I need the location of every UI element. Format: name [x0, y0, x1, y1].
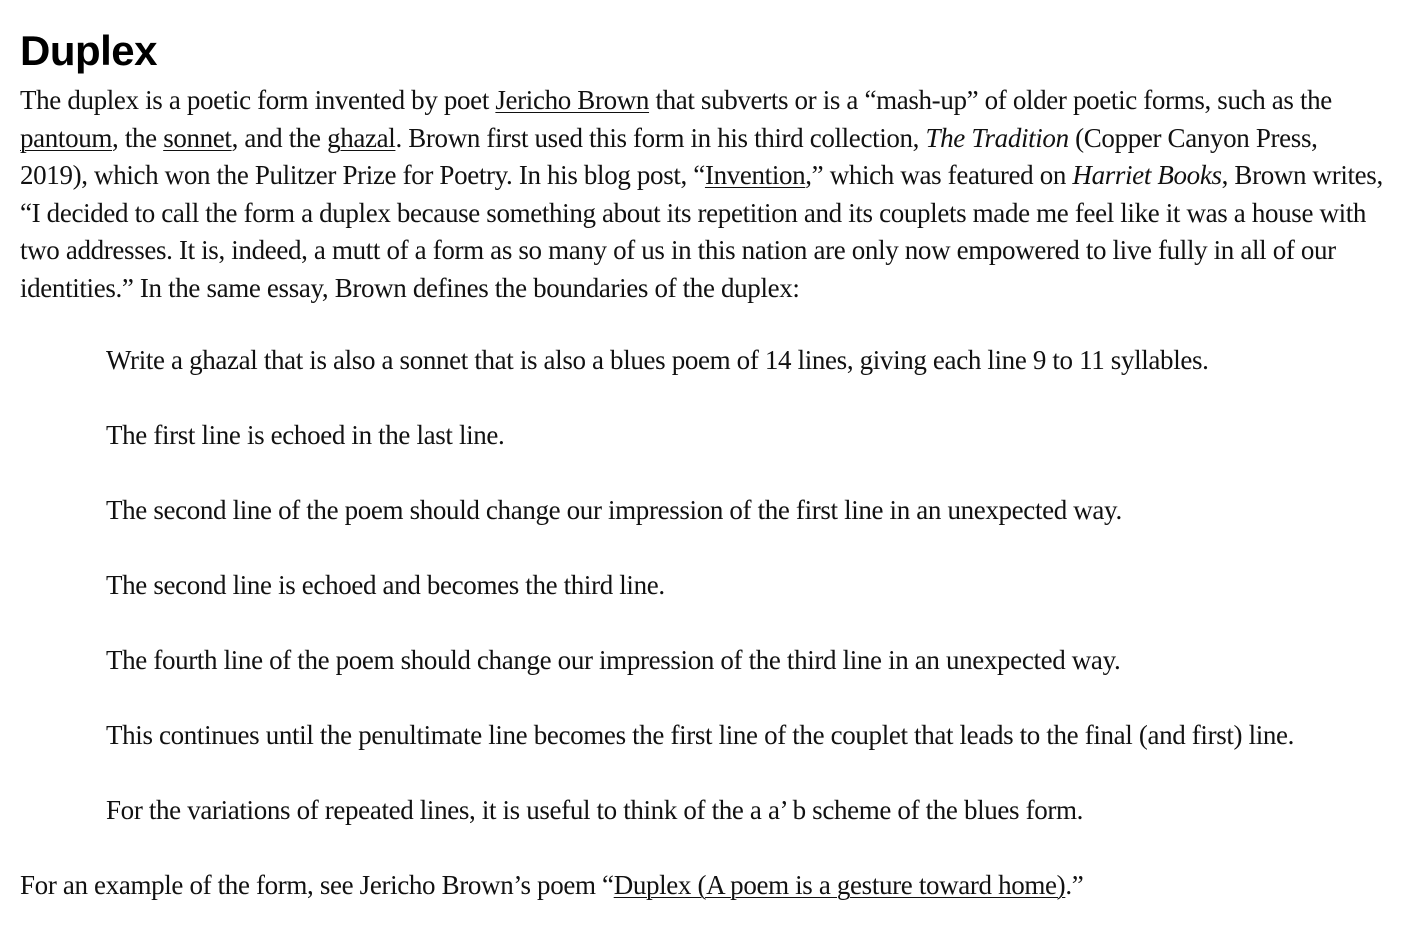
rules-blockquote	[106, 342, 1388, 829]
intro-text: (Copper Canyon Press, 2019), which won the Pulitzer Prize for Poetry. In his blog post, “	[20, 122, 1318, 190]
intro-text: ,” which was featured on	[805, 160, 1073, 190]
sonnet-link[interactable]: sonnet	[163, 122, 232, 153]
page-title: Duplex	[20, 27, 158, 74]
pantoum-link[interactable]: pantoum	[20, 122, 113, 153]
site-title: Harriet Books	[1072, 160, 1222, 190]
example-text: For an example of the form, see Jericho Brown’s poem “	[20, 870, 614, 900]
example-paragraph	[20, 867, 1388, 904]
invention-link[interactable]: Invention	[704, 160, 806, 190]
jericho-brown-link[interactable]: Jericho Brown	[495, 85, 650, 115]
rule-line: For the variations of repeated lines, it is useful to think of the a a’ b scheme of the blues form.	[106, 795, 1084, 825]
rule-line: The second line of the poem should change our impression of the first line in an unexpected way.	[106, 495, 1122, 525]
rule-line: Write a ghazal that is also a sonnet that is also a blues poem of 14 lines, giving each line 9 to 11 syllables.	[106, 345, 1209, 375]
rule-line: The first line is echoed in the last line.	[106, 420, 505, 450]
intro-paragraph	[20, 82, 1388, 307]
intro-text: The duplex is a poetic form invented by poet	[20, 85, 496, 115]
example-text: .”	[1065, 870, 1084, 900]
intro-text: , Brown writes, “I decided to call the form a duplex because something about its repetition and its couplets made me feel like it was a house with two addresses. It is, indeed, a mutt of a form as so many of us in this nation are only now empowered to live fully in all of our identities.” In the same essay, Brown defines the boundaries of the duplex:	[20, 160, 1383, 303]
rule-line: The second line is echoed and becomes the third line.	[106, 570, 665, 600]
intro-text: , and the	[231, 122, 328, 153]
duplex-poem-link[interactable]: Duplex (A poem is a gesture toward home)	[613, 870, 1066, 900]
intro-text: . Brown first used this form in his third collection,	[395, 122, 926, 153]
book-title: The Tradition	[925, 122, 1069, 153]
intro-text: , the	[112, 122, 164, 153]
intro-text: that subverts or is a “mash-up” of older poetic forms, such as the	[649, 85, 1332, 115]
rule-line: This continues until the penultimate line becomes the first line of the couplet that leads to the final (and first) line.	[106, 720, 1295, 750]
ghazal-link[interactable]: ghazal	[327, 122, 396, 153]
rule-line: The fourth line of the poem should change our impression of the third line in an unexpected way.	[106, 645, 1121, 675]
